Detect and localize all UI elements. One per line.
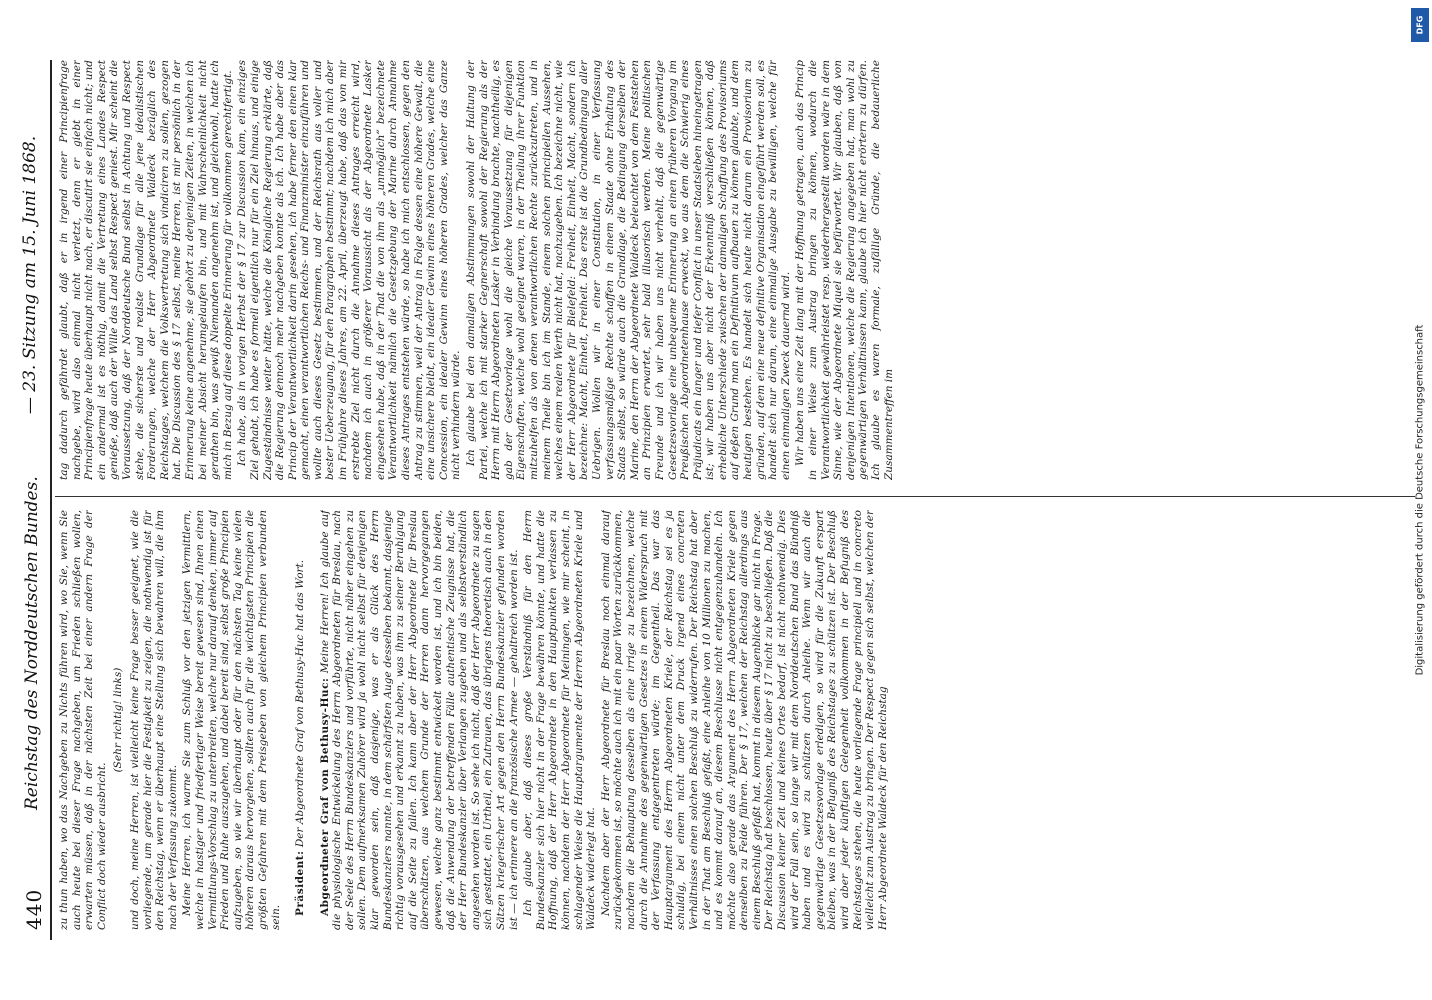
paragraph: und doch, meine Herren, ist vielleicht keine Frage besser geeignet, wie die vorliegende, um gerade hier die Festigkeit zu zeigen, die nothwendig ist für den Reichstag, wenn er überhaupt eine Stellung sich bewahren will, die ihm nach der Verfassung zukommt. [128, 510, 179, 930]
dfg-logo-text: DFG [1415, 15, 1425, 35]
page-number: 440 [22, 888, 46, 930]
paragraph: Meine Herren, ich warne Sie zum Schluß vor den jetzigen Vermittlern, welche in hastiger und friedfertiger Weise bereit gewesen sind, Ihnen einen Vermittlungs-Vorschlag zu unterbreiten, welche nur darauf denken, immer auf Frieden und Ruhe auszugehen, und dabei bereit sind, selbst große Principien aufzugeben, so wie wir überhaupt oder für den nächsten Tag keine vielen höheren daraus hervorgehen, sollten auch für die wichtigsten Principien die größten Gefahren mit dem Preisgeben von gleichem Principien verbunden sein. [181, 510, 282, 930]
paragraph: Ich habe, als in vorigen Herbst der § 17 zur Discussion kam, ein einziges Ziel gehabt, ich habe es formell eigentlich nur für ein Ziel hinaus, und einige Zugeständnisse weiter hätte, welche die Königliche Regierung erklärte, daß die Regierung dennoch mehr nachgeben konnte als ich. Ich habe aber das Princip der Verantwortlichkeit darin gesehen, ich habe ferner den einen klar gemacht, einen verantwortlichen Reichs- und Finanzminister einzuführen und wollte auch dieses Gesetz bestimmen, und der Reichsrath aus voller und bester Ueberzeugung, für den Paragraphen bestimmt; nachdem ich mich aber im Frühjahre dieses Jahres, am 22. April, überzeugt habe, daß das von mir erstrebte Ziel nicht durch die Annahme dieses Antrages erreicht wird, nachdem ich auch in größerer Voraussicht als der Abgeordnete Lasker eingesehen habe, daß in der That die von ihm als „unmöglich“ bezeichnete Verantwortlichkeit nämlich die Gesetzgebung der Marine durch Annahme dieses Antrages entstehen würde, so habe ich mich entschlossen, gegen den Antrag zu stimmen, weil der Antrag in Folge dessen eine höhere Gewalt, die eine unsichere bleibt, ein idealer Gewinn eines höheren Grades, welche eine Concession, ein idealer Gewinn eines höheren Grades, welcher das Ganze nicht verhindern würde. [236, 60, 463, 480]
speaker-name: Präsident: [294, 850, 307, 916]
running-header-left [18, 476, 48, 930]
speaker-paragraph [294, 510, 307, 930]
left-column [58, 510, 1398, 930]
header-title-right: — 23. Sitzung am 15. Juni 1868. [20, 135, 40, 415]
speaker-paragraph [319, 510, 521, 930]
dfg-logo [1411, 8, 1429, 42]
speech-text: Meine Herren! Ich glaube auf die physiologische Entwickelung des Herrn Abgeordneten für Breslau, nach der Seele des Herrn Bundeskanzlers und vorführte, nicht näher eingehen zu sollen. Dem aufmerksamen Zuhörer wird ja wohl nicht selbst für denjenigen klar geworden sein, daß dasjenige, was er als Glück des Herrn Bundeskanzlers nannte, in dem schärfsten Auge desselben bekannt, dasjenige richtig vorausgesehen und erkannt zu haben, was ihm zu seiner Beruhigung auf die Seite zu fallen. Ich kann aber der Herr Abgeordnete für Breslau überschätzen, aus welchem Grunde der Herren dann hervorgegangen gewesen, welche ganz bestimmt entwickelt worden ist, und ich bin beiden, daß die Anwendung der betreffenden Fälle authentische Zeugnisse hat, die der Herr Bundeskanzler über Verlangen zugeben und als selbstverständlich angesehen worden ist. So sehe ich nicht, daß der Herr Abgeordnete zu sagen sich gestattet, ein Urtheil, ein Zutrauen, das übrigens theoretisch auch in den Sätzen kriegerischer Art gegen den Herrn Bundeskanzler gefunden worden ist — ich erinnere an die französische Armee — gehaltreich worden ist. [318, 510, 520, 930]
paragraph: Ich glaube bei den damaligen Abstimmungen sowohl der Haltung der Partei, welche ich mit starker Gegnerschaft sowohl der Regierung als der Herrn mit Herrn Abgeordneten Lasker in Verbindung brachte, nachtheilig, es gab der Gesetzvorlage wohl die gleiche Voraussetzung für diejenigen Eigenschaften, welche wohl geeignet waren, in der Theilung ihrer Funktion mitzuhelfen als von denen verantwortlichen Rechte zurückzutreten, und in meinem Theile bin ich im Stande, einem solchen principiellen Aussehen, welches einem realen Werth nicht hat, nachzugeben. Ich bezeichne nicht, wie der Herr Abgeordnete für Bielefeld: Freiheit, Einheit, Macht, sondern ich bezeichne: Macht, Einheit, Freiheit. Das erste ist die Grundbedingung aller Uebrigen. Wollen wir in einer Constitution, in einer Verfassung verfassungsmäßige Rechte schaffen in einem Staate ohne Erhaltung des Staats selbst, so würde auch die Grundlage, die Bedingung derselben der Marine, den Herrn der Abgeordnete Waldeck beleuchtet von dem Feststehen an Prinzipien erwartet, sehr bald illusorisch werden. Meine politischen Freunde und ich wir haben uns nicht verhehlt, daß die gegenwärtige Gesetzesvorlage eine unbequeme Erinnerung an einen früheren Vorgang im Preußischen Abgeordnetenhause erweckt, wo aus dem die Schwierig eines Präjudicats ein langer und tiefer Conflict in unser Staatsleben hineingetragen ist; wir haben uns aber nicht der Erkenntniß verschließen können, daß erhebliche Unterschiede zwischen der damaligen Schaffung des Provisoriums auf deßen Grund man ein Definitivum aufbauen zu können glaubte, und dem heutigen bestehen. Es handelt sich heute nicht darum ein Provisorium zu gründen, auf dem eine neue definitive Organisation eingeführt werden soll, es handelt sich nur darum, eine einmalige Ausgabe zu bewilligen, welche für einen einmaligen Zweck dauernd wird. [465, 60, 792, 480]
column-divider [55, 496, 1415, 497]
paragraph: Ich glaube aber, daß dieses große Verständniß für den Herrn Bundeskanzler sich hier nicht in der Frage bewähren könnte, und hatte die Hoffnung, daß der Herr Abgeordnete in den Hauptpunkten verlassen zu können, nachdem der Herr Abgeordnete für Meiningen, wie mir scheint, in schlagender Weise die Hauptargumente der Herren Abgeordneten Kriele und Waldeck widerlegt hat. [522, 510, 598, 930]
credit-text: Digitalisierung gefördert durch die Deutsche Forschungsgemeinschaft [1414, 324, 1426, 676]
paragraph: zu thun haben, wo das Nachgeben zu Nichts führen wird, wo Sie, wenn Sie auch heute bei dieser Frage nachgeben, um Frieden schließen wollen, erwarten müssen, daß in der nächsten Zeit bei einer andern Frage der Conflict doch wieder ausbricht. [58, 510, 108, 930]
paragraph: Nachdem aber der Herr Abgeordnete für Breslau noch einmal darauf zurückgekommen ist, so möchte auch ich mit ein paar Worten zurückkommen, nachdem die Behauptung desselben als eine irrige zu bezeichnen, welche durch die Annahme des gegenwärtigen Gesetzes in einem Widerspruch mit der Verfassung entgegentreten würde; im Gegentheil. Das war das Hauptargument des Herrn Abgeordneten Kriele, der Reichstag sei es ja schuldig, bei einem nicht unter dem Druck irgend eines concreten Verhältnisses einen solchen Beschluß zu widerrufen. Der Reichstag hat aber in der That am Beschluß gefaßt, eine Anleihe von 10 Millionen zu machen, und es kommt darauf an, diesem Beschlusse nicht entgegenzuhandeln. Ich möchte also gerade das Argument des Herrn Abgeordneten Kriele gegen denselben zu Felde führen. Der § 17, welchen der Reichstag allerdings aus einem Beschluß gefaßt hat, kommt in diesem Augenblicke gar nicht in Frage. Der Reichstag hat beschlossen, heute über § 17 nicht zu beschließen. Daß die Discussion keiner Zeit und keines Ortes bedarf, ist nicht nothwendig. Dies wird der Fall sein, so lange wir mit dem Norddeutschen Bund das Bündniß haben und es wird zu schützen durch Anleihe. Wenn wir auch die gegenwärtige Gesetzesvorlage erledigen, so wird für die Zukunft erspart bleiben, was in der Befugniß des Reichstages zu schützen ist. Der Beschluß wird aber jeder künftigen Gelegenheit vollkommen in der Befugniß des Reichstages stehen, die heute vorliegende Frage principiell und in concreto vielleicht zum Austrag zu bringen. Der Respect gegen sich selbst, welchen der Herr Abgeordnete Waldeck für den Reichstag [599, 510, 889, 930]
interjection: (Sehr richtig! links) [112, 667, 125, 773]
paragraph: Wir haben uns eine Zeit lang mit der Hoffnung getragen, auch das Princip in einer Weise zum Austrag bringen zu können, wodurch die Verantwortlichkeit gewährleistet resp. wiederhergestellt worden wäre in dem Sinne, wie der Abgeordnete Miquel sie befürwortet. Wir glauben, daß von denjenigen Intentionen, welche die Regierung angegeben hat, man wohl zu gegenwärtigen Verhältnissen kann, glaube ich hier nicht erörtern zu dürfen. Ich glaube es waren formale, zufällige Gründe, die bedauerliche Zusammentreffen im [794, 60, 895, 480]
speech-text: Der Abgeordnete Graf von Bethusy-Huc hat das Wort. [294, 559, 307, 848]
header-rule [50, 60, 52, 940]
right-column [58, 60, 1398, 480]
header-title-left: Reichstag des Norddeutschen Bundes. [22, 476, 42, 810]
speaker-name: Abgeordneter Graf von Bethusy-Huc: [318, 677, 331, 916]
digitization-credit [1408, 0, 1432, 1000]
paragraph: tag dadurch gefährdet glaubt, daß er in irgend einer Principienfrage nachgebe, wird also einmal nicht verletzt, denn er giebt in einer Principienfrage heute überhaupt nicht nach, er discutirt sie einfach nicht; und ein andermal ist es nöthig, damit die Vertretung eines Landes Respect genieße, daß auch der Wille das Land selbst Respect geniest. Mir scheint die Voraussetzung, daß der Norddeutsche Bund selbst in Achtung und Respect stehe, die sicherste und realste Grundlage für alle jene idealistischen Forderungen, welche der Herr Abgeordnete Waldeck bezüglich des Reichstages, welchem die Volksvertretung sich vindiciren zu sollen, gezogen hat. Die Discussion des § 17 selbst, meine Herren, ist mir persönlich in der Erinnerung keine angenehme, sie gehört zu denjenigen Zeiten, in welchen ich bei meiner Absicht herumgelaufen bin, und mit Wahrscheinlichkeit nicht gerathen bin, was gewiß Niemanden angenehm ist, und gleichwohl, hatte ich mich in Bezug auf diese doppelte Erinnerung für vollkommen gerechtfertigt. [58, 60, 234, 480]
